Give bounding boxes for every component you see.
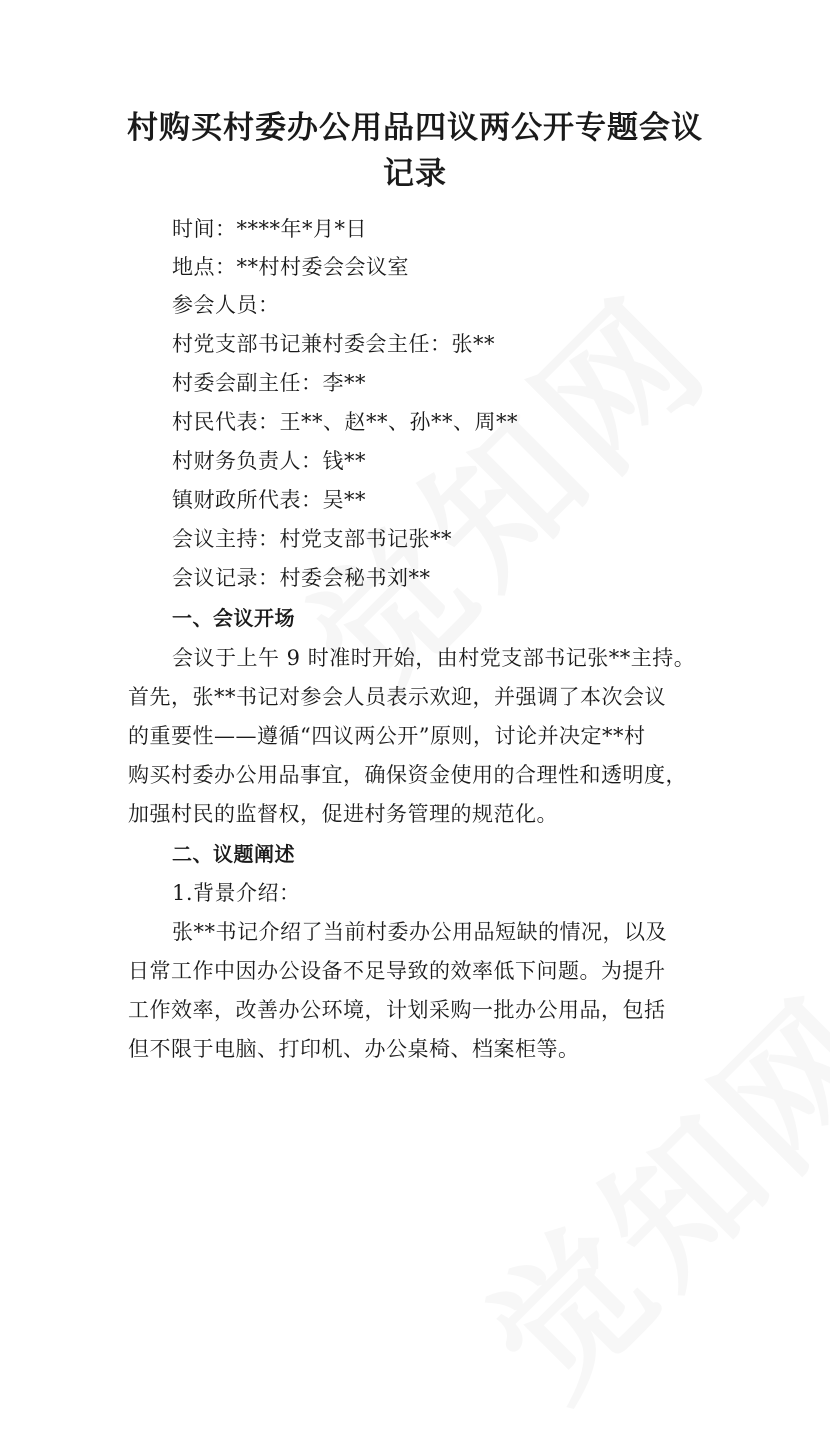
meeting-place: 地点：**村村委会会议室 — [172, 255, 409, 279]
attendee-item: 村党支部书记兼村委会主任：张** — [172, 332, 495, 356]
meeting-host: 会议主持：村党支部书记张** — [172, 527, 452, 551]
paragraph-line: 会议于上午 9 时准时开始，由村党支部书记张**主持。 — [172, 646, 696, 670]
paragraph-line: 首先，张**书记对参会人员表示欢迎，并强调了本次会议 — [128, 685, 666, 709]
paragraph-line: 加强村民的监督权，促进村务管理的规范化。 — [128, 802, 558, 826]
paragraph-line: 工作效率，改善办公环境，计划采购一批办公用品，包括 — [128, 998, 666, 1022]
meeting-time: 时间：****年*月*日 — [172, 217, 367, 241]
subsection-heading-background: 1.背景介绍： — [172, 881, 301, 905]
attendees-label: 参会人员： — [172, 293, 280, 317]
paragraph-line: 的重要性——遵循“四议两公开”原则，讨论并决定**村 — [128, 724, 646, 748]
meeting-recorder: 会议记录：村委会秘书刘** — [172, 566, 431, 590]
document-title-line-1: 村购买村委办公用品四议两公开专题会议 — [127, 110, 703, 146]
paragraph-line: 购买村委办公用品事宜，确保资金使用的合理性和透明度， — [128, 763, 687, 787]
attendee-item: 村委会副主任：李** — [172, 371, 366, 395]
section-heading-opening: 一、会议开场 — [172, 606, 295, 630]
paragraph-line: 日常工作中因办公设备不足导致的效率低下问题。为提升 — [128, 959, 666, 983]
paragraph-line: 但不限于电脑、打印机、办公桌椅、档案柜等。 — [128, 1037, 580, 1061]
attendee-item: 村民代表：王**、赵**、孙**、周** — [172, 410, 518, 434]
document-title-line-2: 记录 — [383, 156, 447, 192]
paragraph-line: 张**书记介绍了当前村委办公用品短缺的情况，以及 — [172, 920, 667, 944]
attendee-item: 镇财政所代表：吴** — [172, 488, 366, 512]
attendee-item: 村财务负责人：钱** — [172, 449, 366, 473]
section-heading-topic: 二、议题阐述 — [172, 842, 295, 866]
